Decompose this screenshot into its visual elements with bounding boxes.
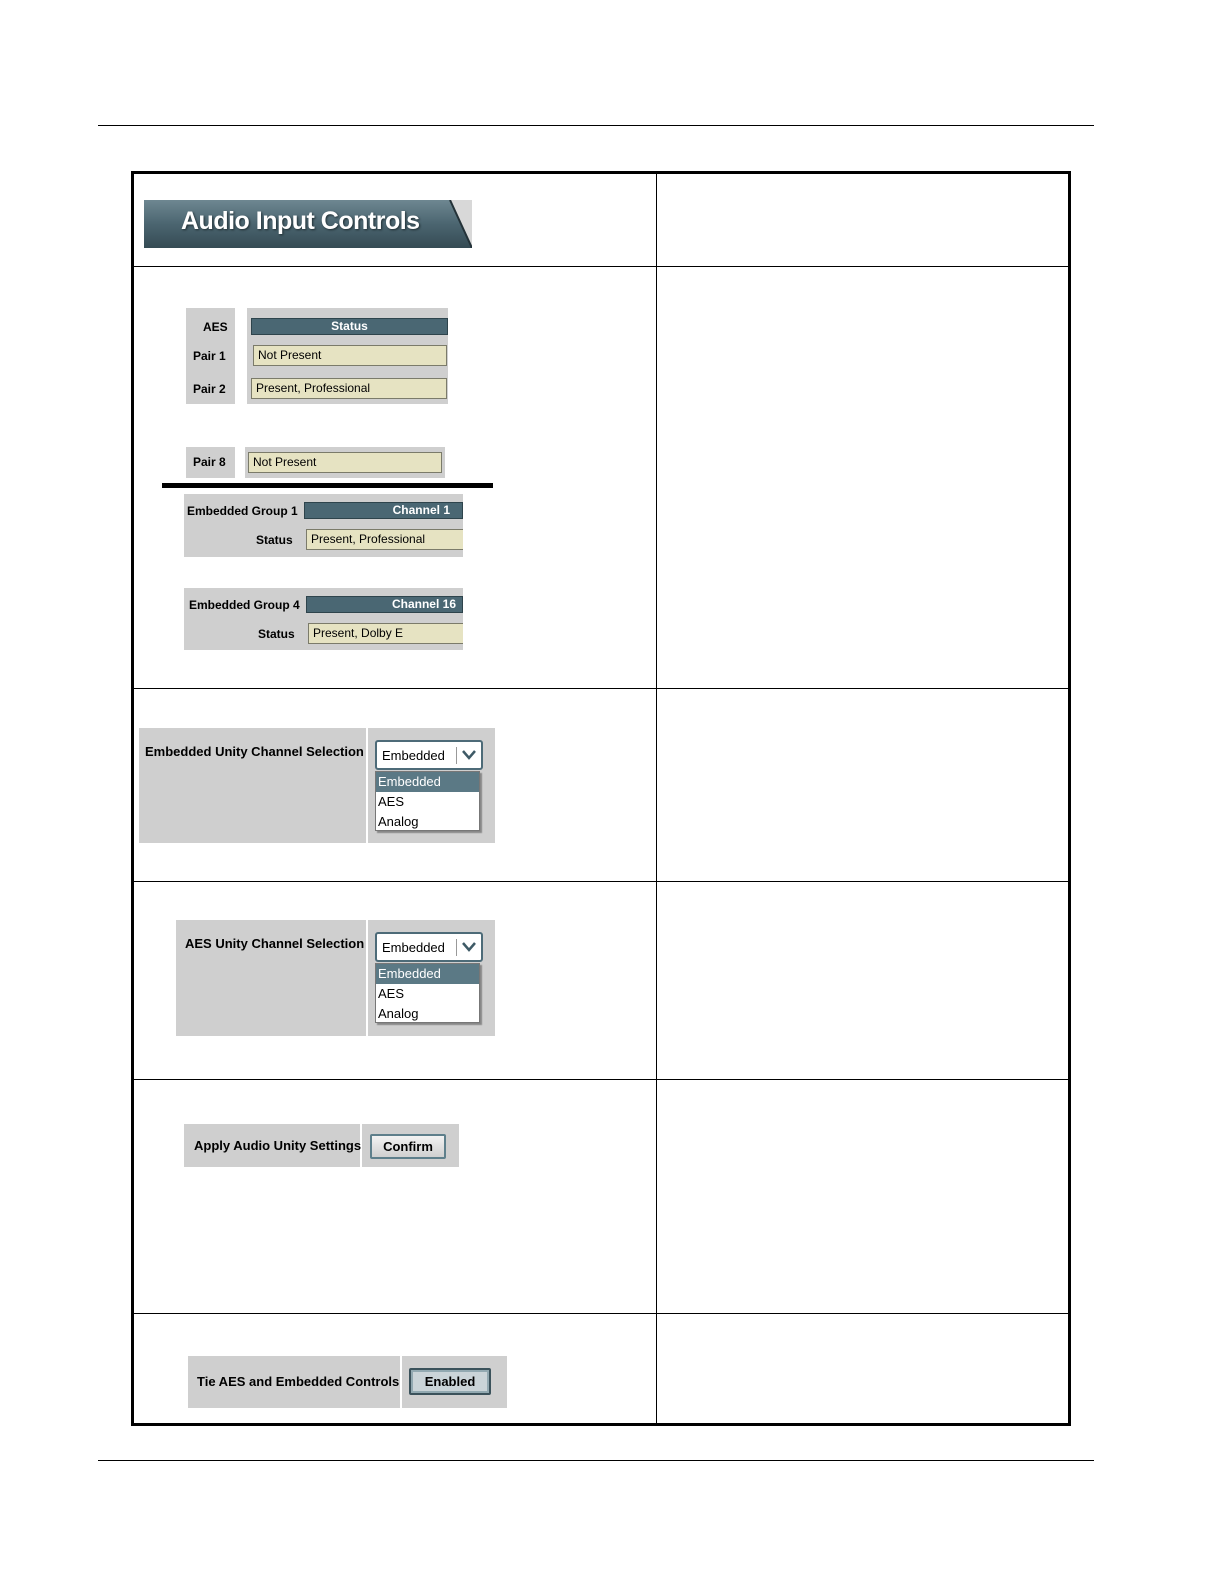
row-divider — [134, 881, 1068, 882]
channel-16-header-text: Channel 16 — [391, 597, 456, 611]
embedded-group-4-status-label: Status — [258, 627, 295, 641]
top-rule — [98, 125, 1094, 126]
option-embedded[interactable]: Embedded — [376, 964, 479, 984]
select-divider — [456, 747, 457, 764]
embedded-group-1-label: Embedded Group 1 — [187, 504, 298, 518]
embedded-unity-selected-value: Embedded — [382, 748, 445, 763]
option-aes[interactable]: AES — [378, 794, 405, 809]
chevron-down-icon[interactable] — [461, 749, 477, 761]
pair-2-status-field: Present, Professional — [251, 378, 447, 399]
status-header — [251, 318, 448, 335]
column-divider — [656, 174, 657, 1423]
select-divider — [456, 939, 457, 956]
option-analog[interactable]: Analog — [378, 814, 419, 829]
row-divider — [134, 1079, 1068, 1080]
aes-unity-options-list — [375, 963, 480, 1023]
pair-2-label: Pair 2 — [193, 382, 226, 396]
option-embedded[interactable]: Embedded — [376, 772, 479, 792]
tie-controls-label: Tie AES and Embedded Controls — [197, 1374, 400, 1389]
embedded-group-1-status-label: Status — [256, 533, 293, 547]
status-header-text: Status — [331, 319, 368, 333]
embedded-unity-options-list — [375, 771, 480, 831]
panel-divider — [235, 315, 247, 404]
chevron-down-icon[interactable] — [461, 941, 477, 953]
pair-1-label: Pair 1 — [193, 349, 226, 363]
aes-label: AES — [203, 320, 228, 334]
row-divider — [134, 266, 1068, 267]
channel-1-header — [304, 502, 463, 519]
channel-1-header-text: Channel 1 — [392, 503, 450, 517]
apply-unity-label: Apply Audio Unity Settings — [194, 1138, 362, 1153]
row-divider — [134, 688, 1068, 689]
aes-unity-label: AES Unity Channel Selection — [185, 936, 365, 951]
embedded-group-4-label: Embedded Group 4 — [189, 598, 300, 612]
embedded-unity-label: Embedded Unity Channel Selection — [145, 744, 364, 759]
banner-title: Audio Input Controls — [181, 207, 420, 235]
confirm-button[interactable] — [370, 1134, 446, 1159]
embedded-group-1-status-field: Present, Professional — [306, 529, 463, 550]
embedded-group-4-status-field: Present, Dolby E — [308, 623, 463, 644]
option-analog[interactable]: Analog — [378, 1006, 419, 1021]
embedded-unity-select[interactable] — [375, 740, 483, 770]
aes-unity-select[interactable] — [375, 932, 483, 962]
pair-8-label: Pair 8 — [193, 455, 226, 469]
enabled-toggle-button[interactable] — [409, 1368, 491, 1395]
aes-unity-selected-value: Embedded — [382, 940, 445, 955]
bottom-rule — [98, 1460, 1094, 1461]
channel-16-header — [306, 596, 463, 613]
confirm-button-label: Confirm — [383, 1139, 433, 1154]
option-aes[interactable]: AES — [378, 986, 405, 1001]
row-divider — [134, 1313, 1068, 1314]
enabled-button-label: Enabled — [424, 1374, 476, 1389]
pair-1-status-field: Not Present — [253, 345, 447, 366]
section-separator — [162, 483, 493, 488]
pair-8-status-field: Not Present — [248, 452, 442, 473]
